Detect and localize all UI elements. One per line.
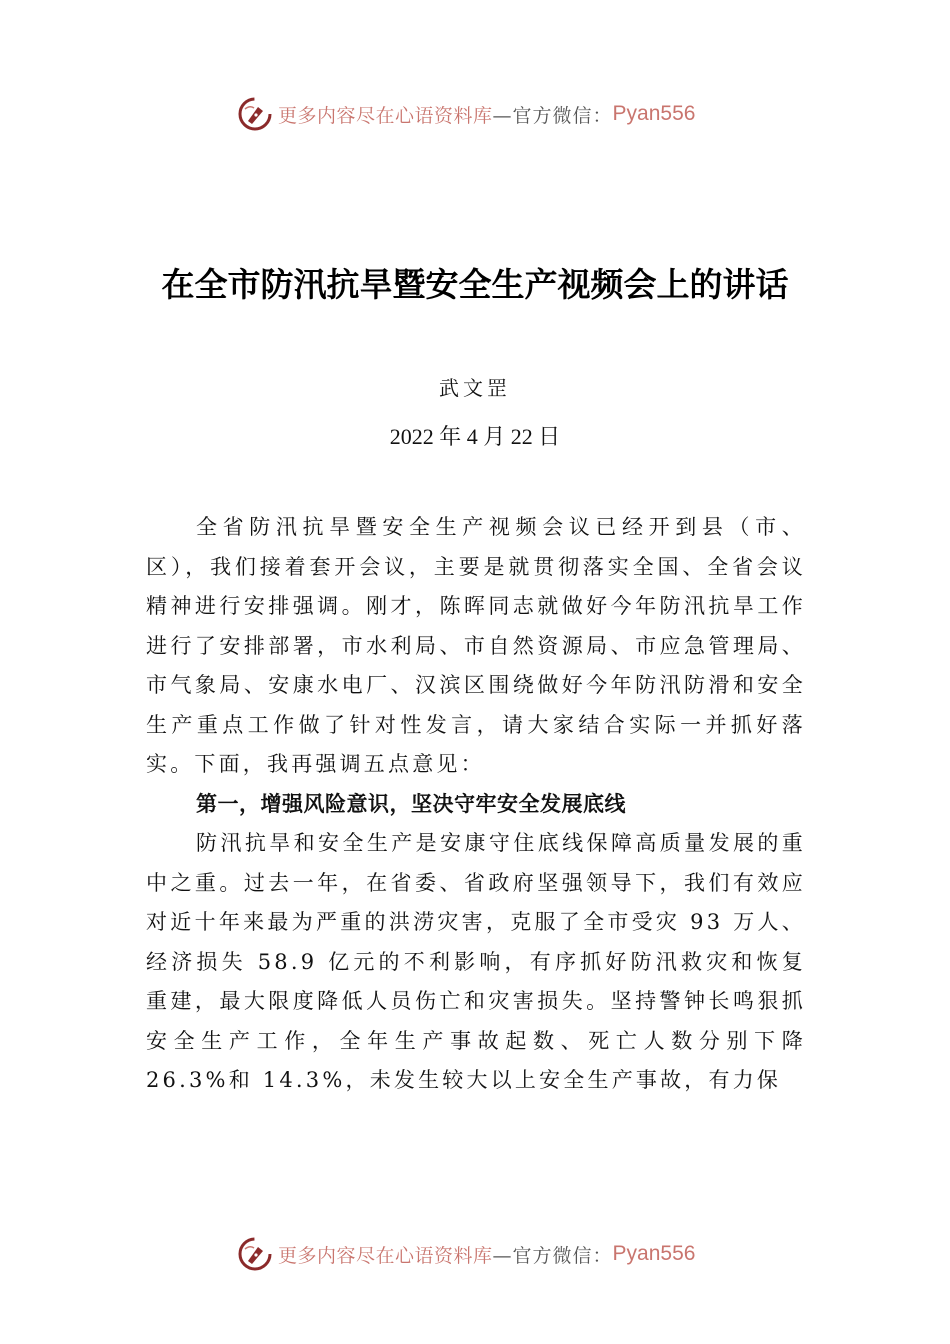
- paragraph: 防汛抗旱和安全生产是安康守住底线保障高质量发展的重中之重。过去一年，在省委、省政府坚强领导下，我们有效应对近十年来最为严重的洪涝灾害，克服了全市受灾 93 万人、经济损失 58.9 亿元的不利影响，有序抓好防汛救灾和恢复重建，最大限度降低人员伤亡和灾害损失。坚持警钟长鸣狠抓安全生产工作，全年生产事故起数、死亡人数分别下降 26.3%和 14.3%，未发生较大以上安全生产事故，有力保: [146, 831, 806, 1092]
- document-body: [146, 508, 806, 1101]
- header-watermark: [238, 96, 695, 132]
- watermark-text: 更多内容尽在心语资料库: [278, 104, 493, 127]
- watermark-wechat-label: —官方微信：: [492, 1244, 613, 1267]
- section-heading: 第一，增强风险意识，坚决守牢安全发展底线: [196, 791, 626, 816]
- watermark-text: 更多内容尽在心语资料库: [278, 1244, 493, 1267]
- pen-nib-logo-icon: [238, 97, 272, 131]
- paragraph: 全省防汛抗旱暨安全生产视频会议已经开到县（市、区），我们接着套开会议，主要是就贯彻落实全国、全省会议精神进行安排强调。刚才，陈晖同志就做好今年防汛抗旱工作进行了安排部署，市水利局、市自然资源局、市应急管理局、市气象局、安康水电厂、汉滨区围绕做好今年防汛防滑和安全生产重点工作做了针对性发言，请大家结合实际一并抓好落实。下面，我再强调五点意见：: [146, 515, 806, 776]
- document-date: 2022 年 4 月 22 日: [389, 424, 561, 449]
- watermark-wechat-label: —官方微信：: [492, 104, 613, 127]
- footer-watermark: [238, 1236, 695, 1272]
- watermark-wechat-id: Pyan556: [612, 1242, 696, 1265]
- document-title: 在全市防汛抗旱暨安全生产视频会上的讲话: [161, 265, 789, 304]
- watermark-wechat-id: Pyan556: [612, 102, 696, 125]
- pen-nib-logo-icon: [238, 1237, 272, 1271]
- document-author: 武文罡: [439, 376, 511, 400]
